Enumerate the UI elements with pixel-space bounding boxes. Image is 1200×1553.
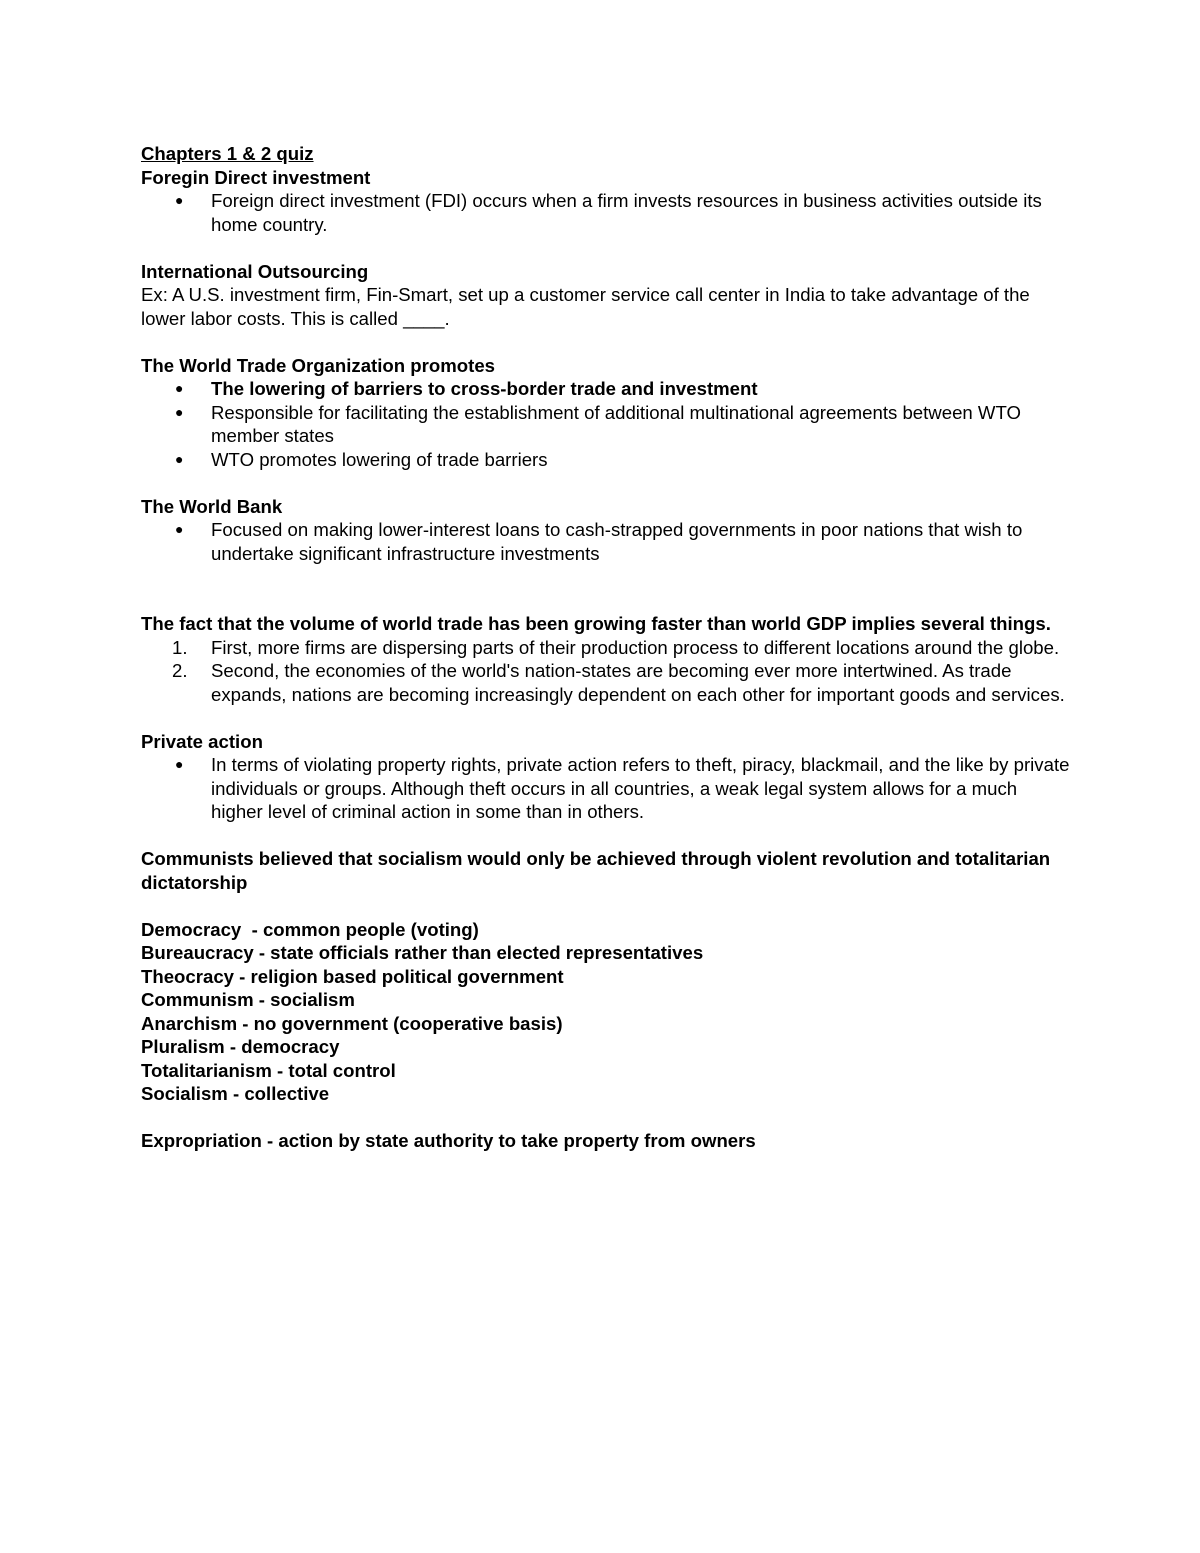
fdi-heading: Foregin Direct investment (141, 166, 371, 188)
term-pluralism: Pluralism - democracy (141, 1036, 340, 1057)
list-item-text: Focused on making lower-interest loans to cash-strapped governments in poor nations that wish to undertake significant infrastructure investments (211, 519, 1023, 564)
trade-growth-heading: The fact that the volume of world trade has been growing faster than world GDP implies several things. (141, 613, 1051, 634)
list-item-text: Foreign direct investment (FDI) occurs when a firm invests resources in business activities outside its home country. (211, 190, 1042, 235)
bullet-icon: ● (175, 756, 184, 772)
private-action-heading: Private action (141, 730, 263, 752)
communists-statement: Communists believed that socialism would only be achieved through violent revolution and totalitarian dictatorship (141, 848, 1051, 893)
world-bank-heading: The World Bank (141, 495, 283, 517)
term-communism: Communism - socialism (141, 989, 355, 1010)
list-item (141, 377, 1071, 401)
bullet-icon: ● (175, 521, 184, 537)
page-title: Chapters 1 & 2 quiz (141, 143, 314, 164)
outsourcing-text: Ex: A U.S. investment firm, Fin-Smart, set up a customer service call center in India to take advantage of the lower labor costs. This is called ____. (141, 284, 1030, 329)
world-bank-bullet-list (141, 518, 1071, 565)
list-number: 1. (172, 636, 188, 658)
term-theocracy: Theocracy - religion based political government (141, 965, 564, 987)
expropriation-definition: Expropriation - action by state authority to take property from owners (141, 1130, 756, 1151)
list-item (141, 448, 1071, 472)
bullet-icon: ● (175, 403, 184, 420)
bullet-icon: ● (175, 380, 184, 396)
list-item-text: WTO promotes lowering of trade barriers (211, 448, 548, 470)
list-item (141, 753, 1071, 824)
terms-list (141, 918, 1071, 1106)
term-democracy: Democracy - common people (voting) (141, 918, 479, 940)
fdi-bullet-list (141, 189, 1071, 236)
list-item-text: The lowering of barriers to cross-border trade and investment (211, 378, 758, 399)
list-item (141, 401, 1071, 448)
list-item (141, 189, 1071, 236)
list-item (141, 659, 1071, 706)
wto-bullet-list (141, 377, 1071, 471)
list-item-text: Responsible for facilitating the establishment of additional multinational agreements between WTO member states (211, 401, 1021, 446)
list-item-text: Second, the economies of the world's nation-states are becoming ever more intertwined. As trade expands, nations are becoming increasingly dependent on each other for important goods and services. (211, 660, 1065, 705)
wto-heading: The World Trade Organization promotes (141, 354, 496, 376)
bullet-icon: ● (175, 450, 184, 467)
term-bureaucracy: Bureaucracy - state officials rather than elected representatives (141, 942, 704, 963)
term-anarchism: Anarchism - no government (cooperative basis) (141, 1012, 563, 1034)
term-totalitarianism: Totalitarianism - total control (141, 1059, 396, 1081)
list-item-text: First, more firms are dispersing parts of their production process to different locations around the globe. (211, 636, 1060, 658)
outsourcing-heading: International Outsourcing (141, 260, 369, 282)
list-item (141, 518, 1071, 565)
bullet-icon: ● (175, 192, 184, 208)
list-item-text: In terms of violating property rights, private action refers to theft, piracy, blackmail, and the like by private individuals or groups. Although theft occurs in all countries, a weak legal system allows for a much higher level of criminal action in some than in others. (211, 754, 1070, 822)
term-socialism: Socialism - collective (141, 1083, 330, 1104)
trade-growth-numbered-list (141, 636, 1071, 707)
document-page (141, 142, 1071, 1153)
list-item (141, 636, 1071, 660)
private-action-bullet-list (141, 753, 1071, 824)
list-number: 2. (172, 660, 188, 681)
